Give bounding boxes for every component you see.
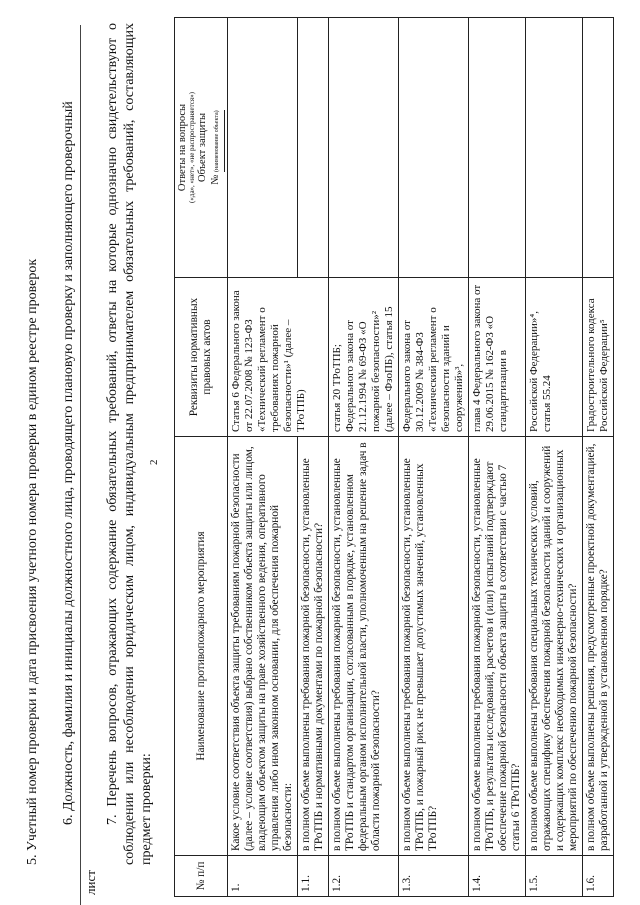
table-header-row: [175, 18, 228, 897]
row-num: 1.1.: [298, 856, 329, 897]
row-name: в полном объеме выполнены требования специальных технических условий, отражающих специфику обеспечения пожарной безопасности зданий и сооружений и содержащих комплекс необходимых инженерно-технических и организационных мероприятий по обеспечению пожарной безопасности?: [526, 437, 583, 856]
table-row: [329, 18, 399, 897]
row-num: 1.5.: [526, 856, 583, 897]
row-num: 1.4.: [469, 856, 526, 897]
header-requisites: Реквизиты нормативных правовых актов: [175, 278, 228, 437]
answer-cell[interactable]: [399, 18, 469, 278]
checklist-table: [174, 17, 614, 897]
object-number-sign: №: [210, 174, 221, 185]
object-title: Объект защиты: [197, 112, 208, 183]
item-5-text: 5. Учетный номер проверки и дата присвоения учетного номера проверки в едином реестре проверок: [25, 258, 40, 865]
answer-cell[interactable]: [469, 18, 526, 278]
table-row: [228, 18, 298, 897]
row-requisites: Федерального закона от 30.12.2009 № 384-ФЗ «Технический регламент о безопасности зданий и сооружений»³,: [399, 278, 469, 437]
table-row: [469, 18, 526, 897]
fill-in-line: [80, 25, 81, 905]
row-requisites: Российской Федерации»⁴, статья 55.24: [526, 278, 583, 437]
answer-cell[interactable]: [329, 18, 399, 278]
header-name: Наименование противопожарного мероприятия: [175, 437, 228, 856]
answer-cell[interactable]: [526, 18, 583, 278]
row-name: Какое условие соответствия объекта защиты требованиям пожарной безопасности (далее – условие соответствия) выбрано собственником объекта защиты или лицом, владеющим объектом защиты на праве хозяйственного ведения, оперативного управления либо ином законном основании, для обеспечения пожарной безопасности:: [228, 437, 298, 856]
item-7-text: 7. Перечень вопросов, отражающих содержание обязательных требований, ответы на которые однозначно свидетельствуют о соблюдении или несоблюдении юридическим лицом, индивидуальным предпринимателем обязательных требований, составляющих предмет проверки:: [105, 23, 154, 865]
item-6-text: 6. Должность, фамилия и инициалы должностного лица, проводящего плановую проверку и заполняющего проверочный: [61, 101, 76, 825]
header-answers: [175, 18, 228, 278]
header-num: № п/п: [175, 856, 228, 897]
table-row: [298, 18, 329, 897]
row-name: в полном объеме выполнены требования пожарной безопасности, установленные ТРоТПБ и стандартом организации, согласованным в порядке, установленном федеральным органом исполнительной власти, уполномоченным на решение задач в области пожарной безопасности?: [329, 437, 399, 856]
table-row: [526, 18, 583, 897]
row-name: в полном объеме выполнены требования пожарной безопасности, установленные ТРоТПБ, и результаты исследований, расчетов и (или) испытаний подтверждают обеспечение пожарной безопасности объекта защиты в соответствии с частью 7 статьи 6 ТРоТПБ?: [469, 437, 526, 856]
answer-cell[interactable]: [298, 18, 329, 278]
row-name: в полном объеме выполнены решения, предусмотренные проектной документацией, разработанной и утвержденной в установленном порядке?: [583, 437, 614, 856]
table-row: [399, 18, 469, 897]
row-requisites: Статья 6 Федерального закона от 22.07.2008 № 123-ФЗ «Технический регламент о требованиях пожарной безопасности»¹ (далее – ТРоТПБ): [228, 278, 329, 437]
answers-title: Ответы на вопросы: [177, 103, 188, 192]
row-name: в полном объеме выполнены требования пожарной безопасности, установленные ТРоТПБ, и пожарный риск не превышает допустимых значений, установленных ТРоТПБ?: [399, 437, 469, 856]
row-num: 1.3.: [399, 856, 469, 897]
row-requisites: статья 20 ТРоТПБ; Федерального закона от 21.12.1994 № 69-ФЗ «О пожарной безопасности»² (далее – ФзоПБ), статья 15: [329, 278, 399, 437]
row-num: 1.2.: [329, 856, 399, 897]
object-name-caption: (наименование объекта): [211, 110, 225, 172]
row-requisites: Градостроительного кодекса Российской Федерации⁵: [583, 278, 614, 437]
list-word: лист: [83, 870, 98, 895]
page-number: 2: [148, 459, 160, 465]
row-name: в полном объеме выполнены требования пожарной безопасности, установленные ТРоТПБ и нормативными документами по пожарной безопасности?: [298, 437, 329, 856]
row-num: 1.: [228, 856, 298, 897]
answers-subtitle: («да», «нет», «не распространяется»): [188, 92, 196, 203]
object-number: [209, 22, 225, 273]
answer-cell[interactable]: [228, 18, 298, 278]
table-row: [583, 18, 614, 897]
row-num: 1.6.: [583, 856, 614, 897]
row-requisites: глава 4 Федерального закона от 29.06.2015 № 162-ФЗ «О стандартизации в: [469, 278, 526, 437]
answer-cell[interactable]: [583, 18, 614, 278]
